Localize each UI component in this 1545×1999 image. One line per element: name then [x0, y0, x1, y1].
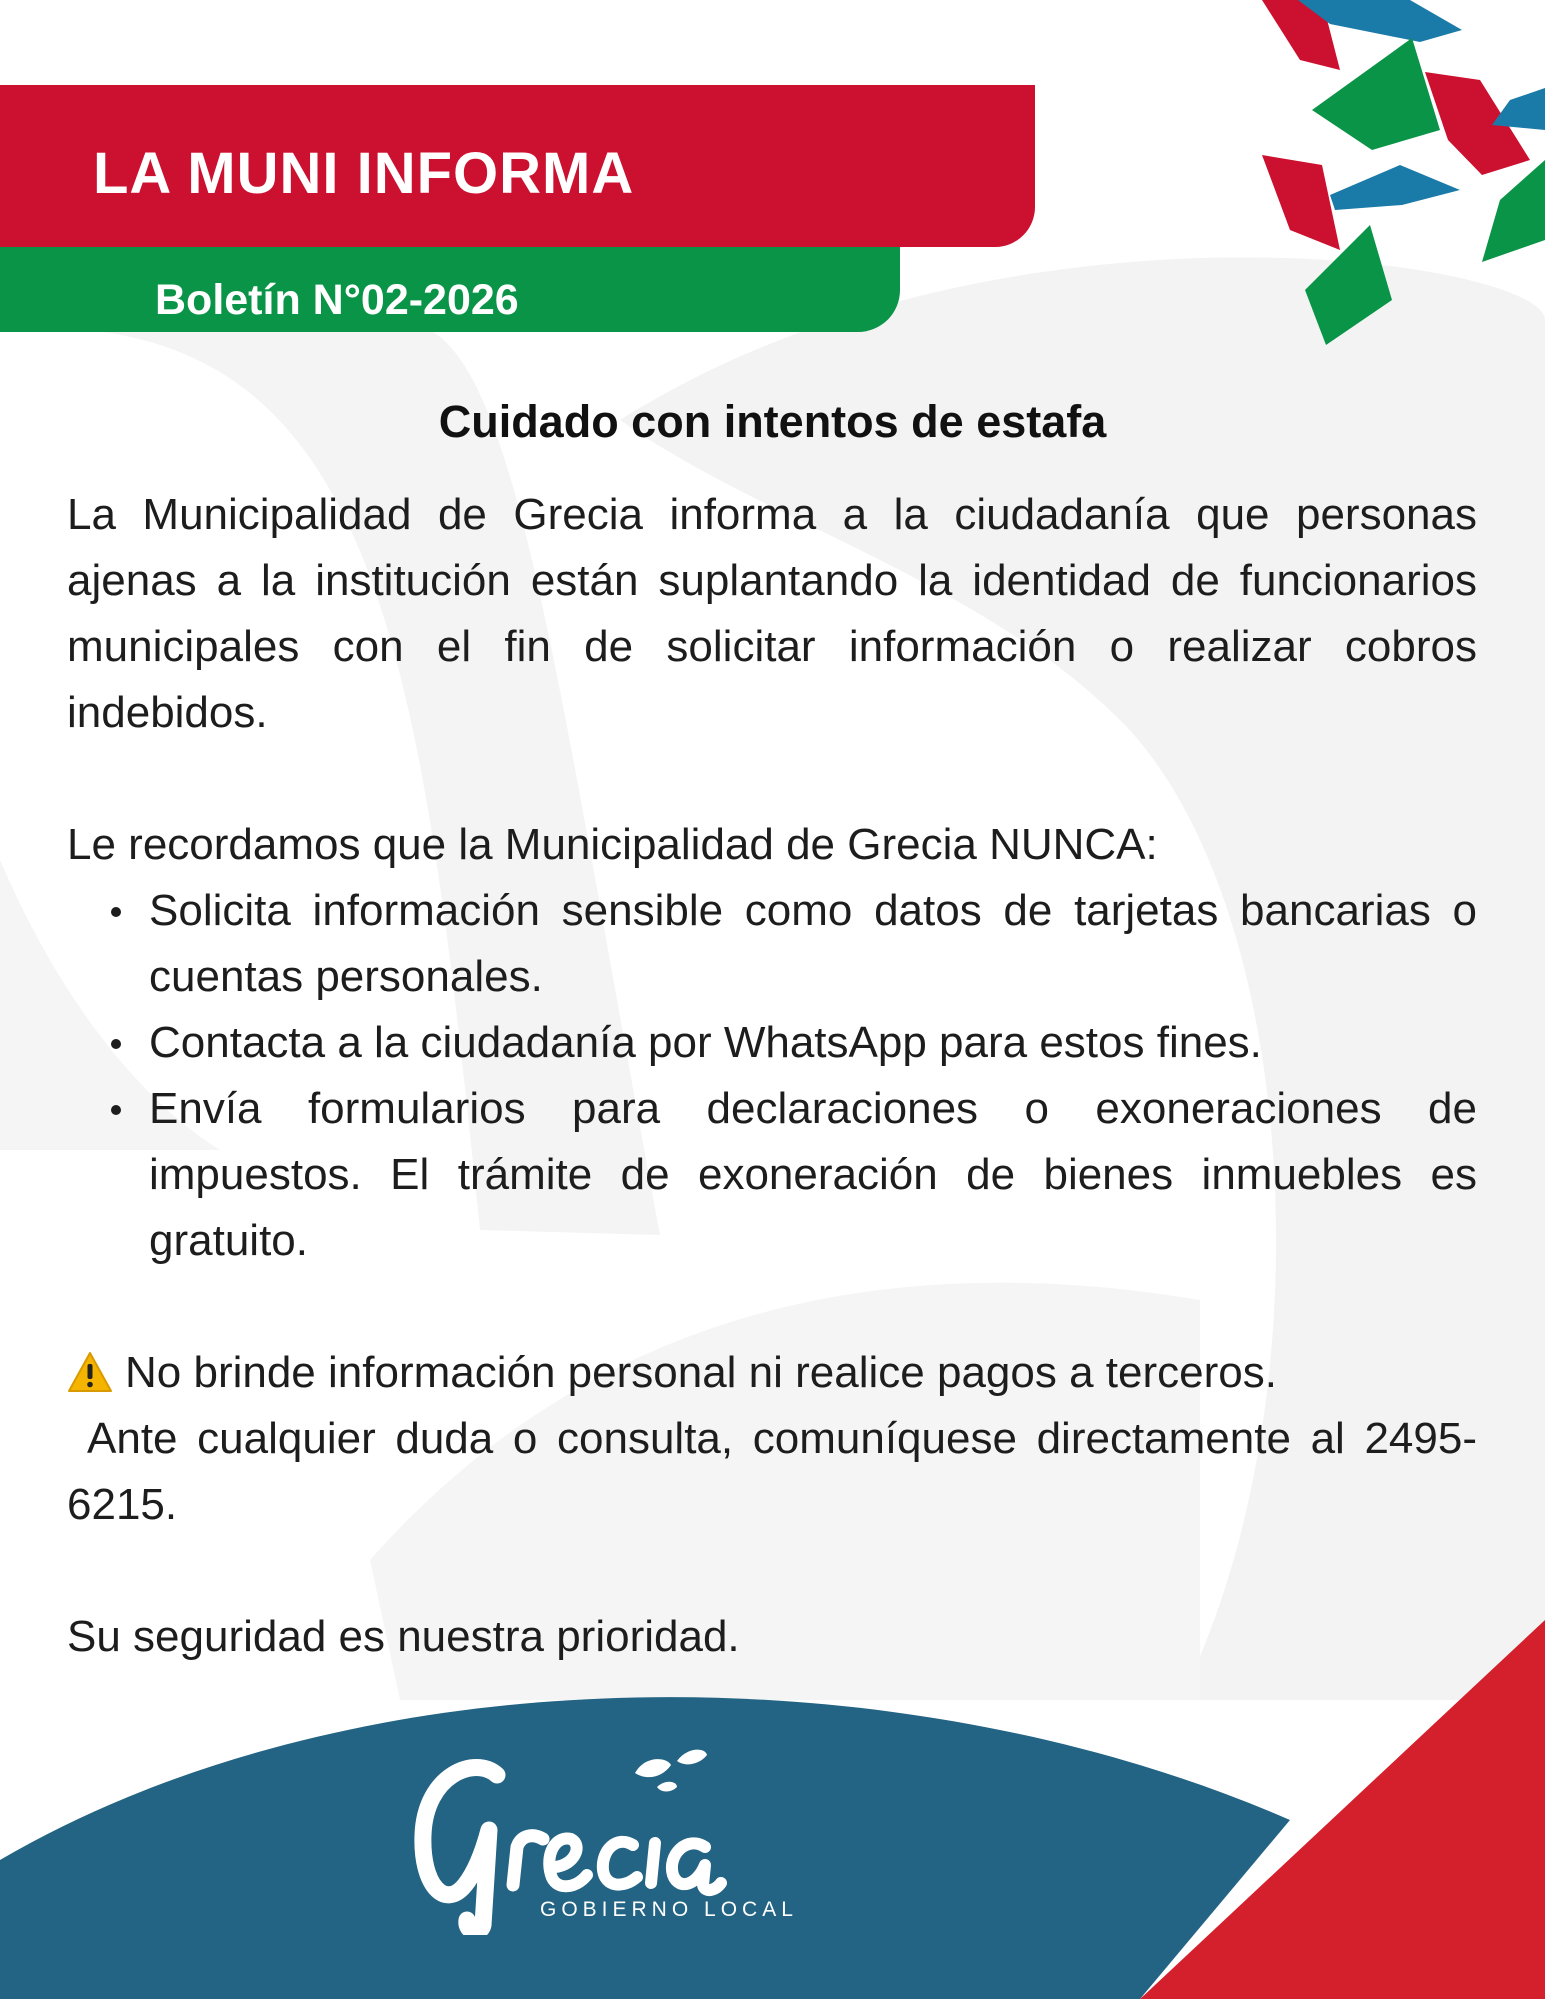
header-title: LA MUNI INFORMA — [93, 141, 635, 206]
list-item: Solicita información sensible como datos de tarjetas bancarias o cuentas personales. — [149, 878, 1477, 1010]
closing-line: Su seguridad es nuestra prioridad. — [67, 1612, 740, 1661]
list-item: Envía formularios para declaraciones o exoneraciones de impuestos. El trámite de exoneración de bienes inmuebles es gratuito. — [149, 1076, 1477, 1274]
document-title: Cuidado con intentos de estafa — [438, 396, 1107, 447]
bulletin-number: Boletín N°02-2026 — [155, 276, 519, 324]
warning-icon — [67, 1351, 113, 1393]
contact-paragraph: Ante cualquier duda o consulta, comuníquese directamente al 2495-6215. — [67, 1414, 1477, 1529]
reminder-heading: Le recordamos que la Municipalidad de Grecia NUNCA: — [67, 820, 1158, 869]
list-item: Contacta a la ciudadanía por WhatsApp para estos fines. — [149, 1010, 1477, 1076]
never-list — [67, 878, 1477, 1274]
document-body — [67, 482, 1477, 1670]
warning-text: No brinde información personal ni realice pagos a terceros. — [125, 1348, 1277, 1397]
warning-line — [67, 1340, 1477, 1406]
intro-paragraph: La Municipalidad de Grecia informa a la ciudadanía que personas ajenas a la institución están suplantando la identidad de funcionarios municipales con el fin de solicitar información o realizar cobros indebidos. — [67, 490, 1477, 737]
logo-subtitle: GOBIERNO LOCAL — [540, 1898, 798, 1921]
